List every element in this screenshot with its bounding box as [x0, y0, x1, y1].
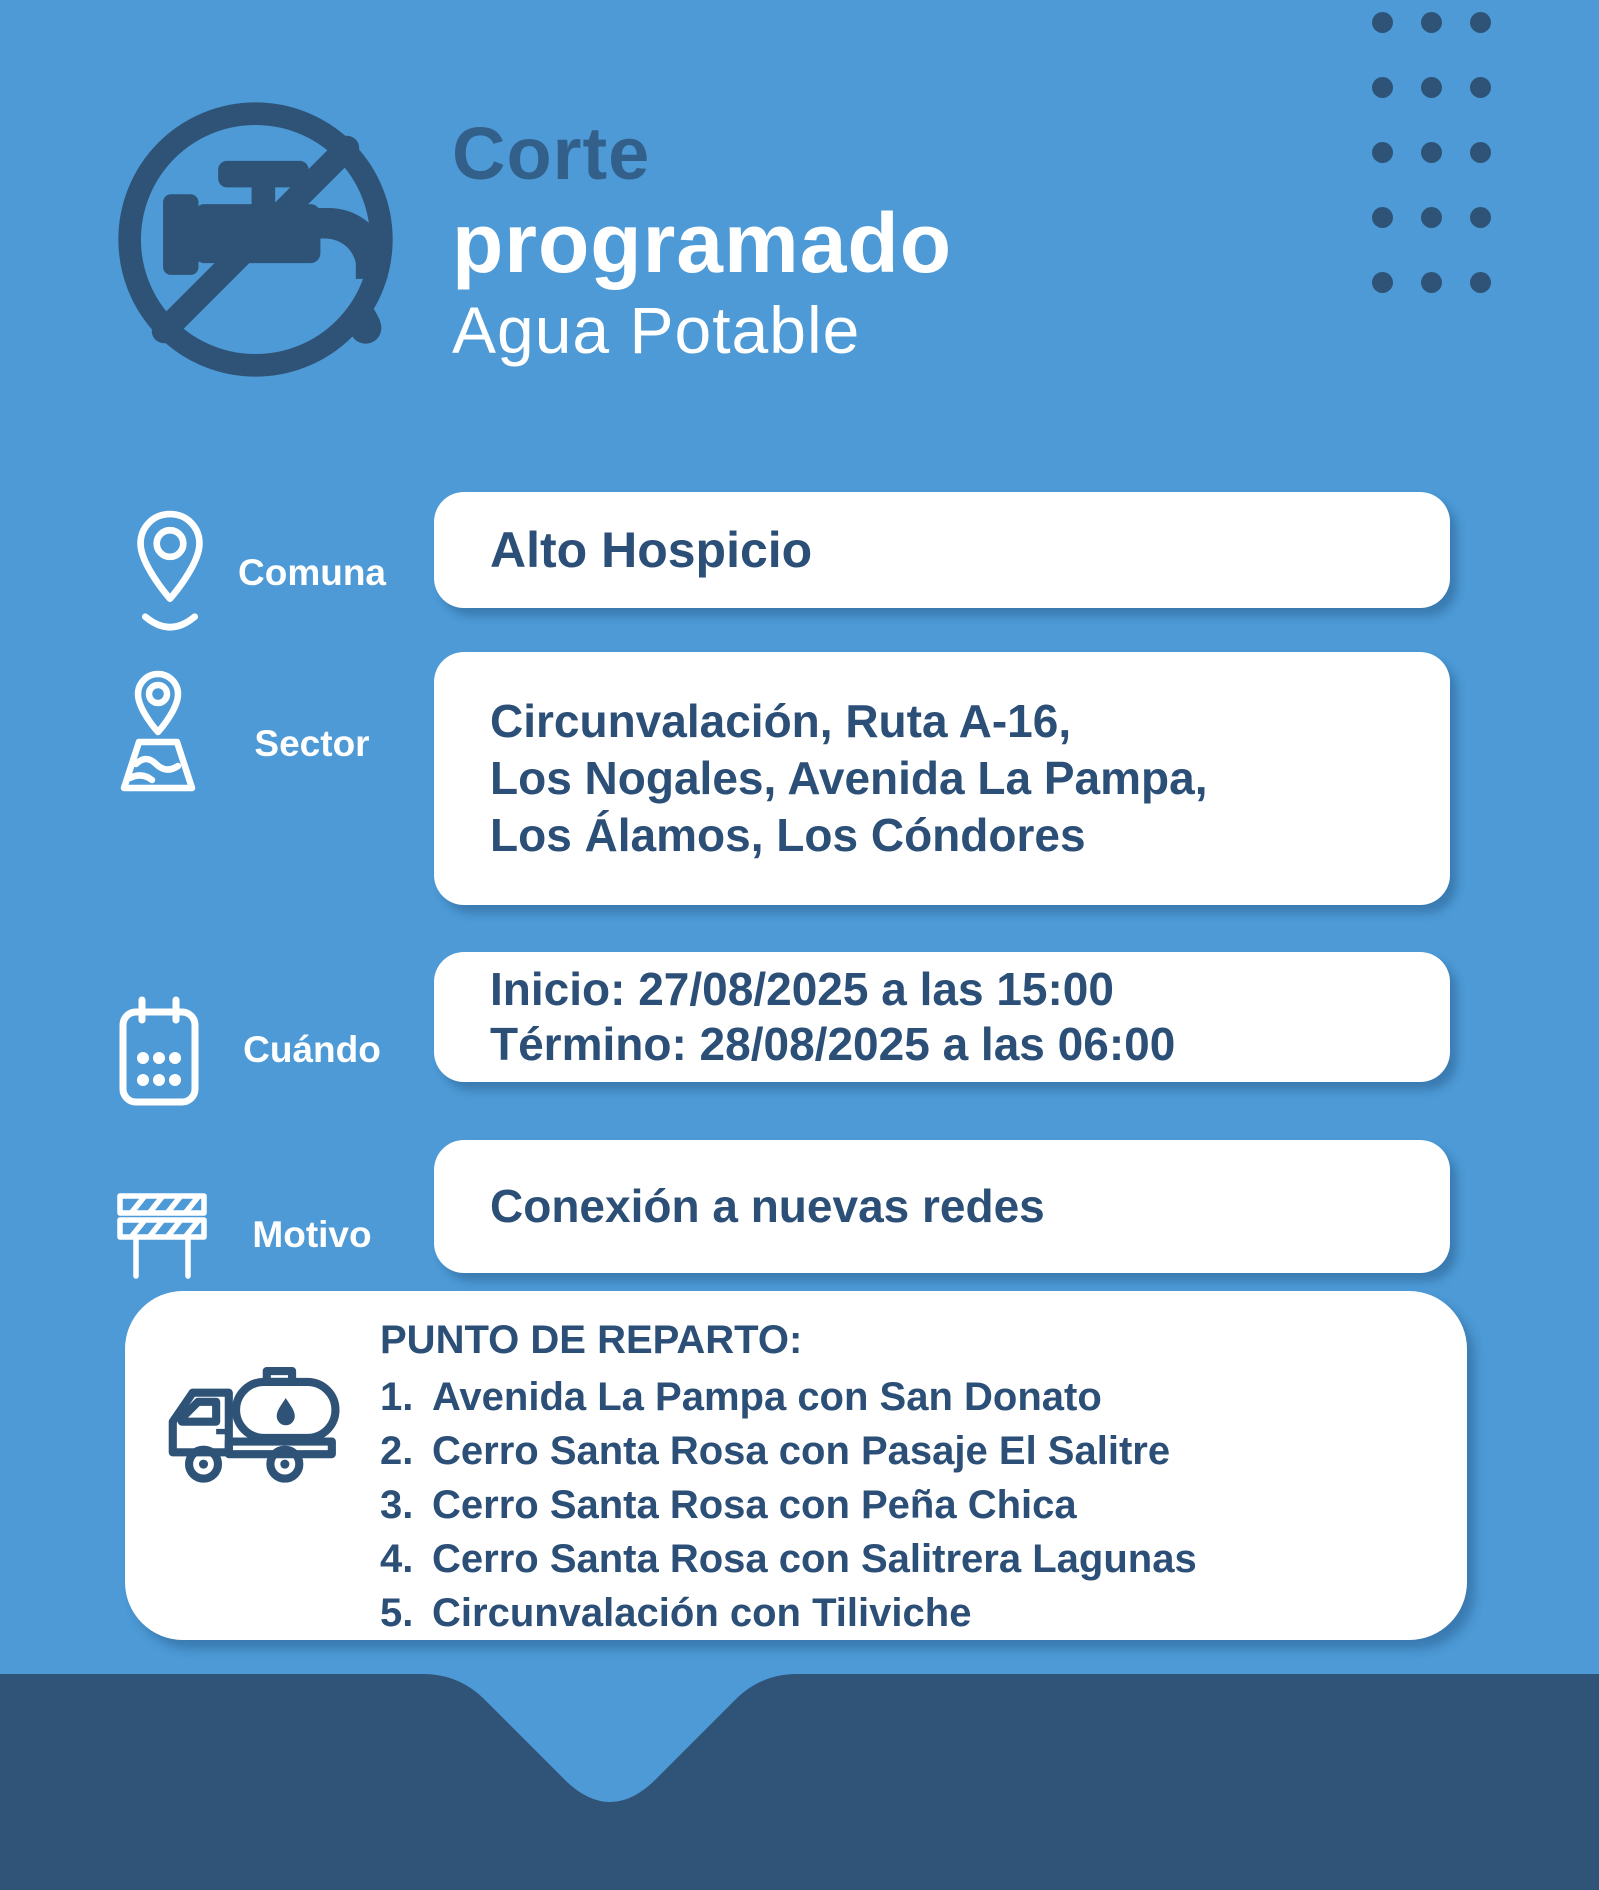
- title-line-corte: Corte: [452, 112, 651, 195]
- dot: [1421, 142, 1442, 163]
- dot: [1421, 272, 1442, 293]
- list-item: [380, 1424, 1197, 1478]
- list-item: [380, 1370, 1197, 1424]
- dot: [1372, 207, 1393, 228]
- map-location-icon: [112, 668, 204, 794]
- row-label-sector: Sector: [254, 723, 370, 764]
- item-text: Avenida La Pampa con San Donato: [432, 1375, 1102, 1419]
- item-number: 1.: [380, 1375, 414, 1419]
- comuna-value: Alto Hospicio: [490, 521, 813, 578]
- row-label-motivo: Motivo: [252, 1214, 372, 1255]
- dot: [1372, 272, 1393, 293]
- water-truck-icon: [158, 1362, 343, 1484]
- decorative-dot-grid: [1372, 12, 1491, 293]
- item-number: 5.: [380, 1591, 414, 1635]
- sector-line-1: Circunvalación, Ruta A-16,: [490, 695, 1072, 747]
- dot: [1421, 77, 1442, 98]
- dot: [1470, 12, 1491, 33]
- item-text: Cerro Santa Rosa con Salitrera Lagunas: [432, 1537, 1197, 1581]
- title-line-programado: programado: [452, 196, 953, 290]
- row-label-comuna: Comuna: [238, 552, 386, 593]
- bottom-band-shape: [0, 1674, 1599, 1890]
- item-number: 2.: [380, 1429, 414, 1473]
- poster-title: [452, 112, 952, 370]
- dot: [1372, 12, 1393, 33]
- item-text: Circunvalación con Tiliviche: [432, 1591, 972, 1635]
- motivo-value: Conexión a nuevas redes: [490, 1180, 1045, 1232]
- dot: [1421, 12, 1442, 33]
- cuando-inicio: Inicio: 27/08/2025 a las 15:00: [490, 963, 1114, 1015]
- dot: [1470, 142, 1491, 163]
- list-item: [380, 1532, 1197, 1586]
- sector-value-box: [434, 652, 1450, 905]
- item-number: 3.: [380, 1483, 414, 1527]
- distribution-list: [380, 1370, 1197, 1640]
- item-text: Cerro Santa Rosa con Peña Chica: [432, 1483, 1077, 1527]
- dot: [1470, 207, 1491, 228]
- item-text: Cerro Santa Rosa con Pasaje El Salitre: [432, 1429, 1171, 1473]
- item-number: 4.: [380, 1537, 414, 1581]
- cuando-termino: Término: 28/08/2025 a las 06:00: [490, 1018, 1176, 1070]
- dot: [1470, 77, 1491, 98]
- title-line-agua-potable: Agua Potable: [452, 293, 861, 367]
- motivo-value-box: [434, 1140, 1450, 1273]
- dot: [1421, 207, 1442, 228]
- distribution-points-content: [380, 1316, 1197, 1640]
- dot: [1470, 272, 1491, 293]
- list-item: [380, 1478, 1197, 1532]
- dot: [1372, 142, 1393, 163]
- sector-line-3: Los Álamos, Los Cóndores: [490, 809, 1086, 861]
- list-item: [380, 1586, 1197, 1640]
- distribution-heading: PUNTO DE REPARTO:: [380, 1318, 803, 1362]
- comuna-value-box: [434, 492, 1450, 608]
- dot: [1372, 77, 1393, 98]
- cuando-value-box: [434, 952, 1450, 1082]
- row-label-cuando: Cuándo: [243, 1029, 381, 1070]
- sector-line-2: Los Nogales, Avenida La Pampa,: [490, 752, 1208, 804]
- calendar-icon: [116, 992, 202, 1110]
- no-water-tap-icon: [108, 92, 403, 387]
